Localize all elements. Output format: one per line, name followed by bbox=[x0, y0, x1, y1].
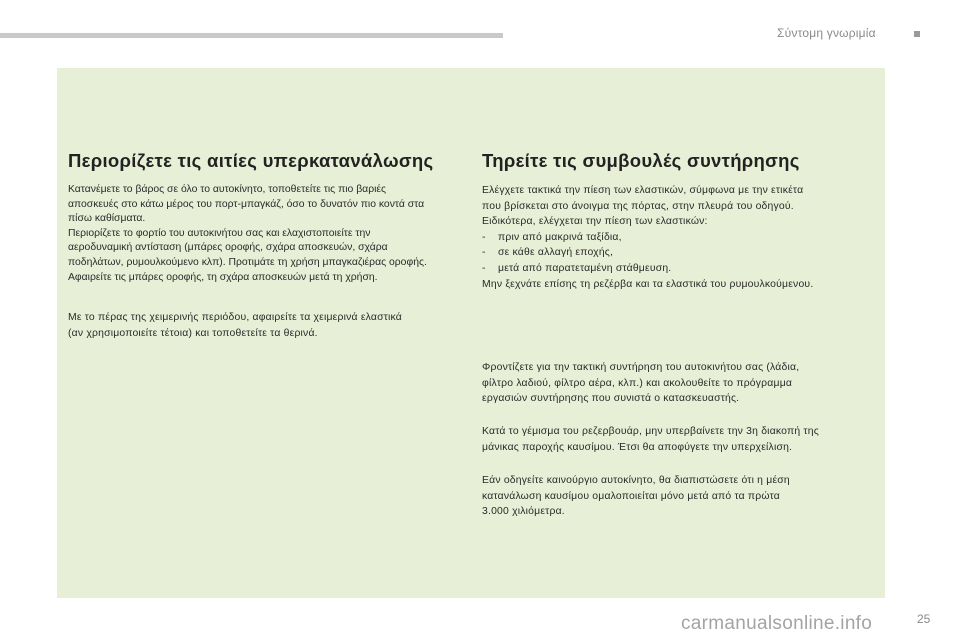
header-square-marker bbox=[914, 31, 920, 37]
text-line: Ελέγχετε τακτικά την πίεση των ελαστικών, σύμφωνα με την ετικέτα bbox=[482, 185, 804, 196]
text-line: που βρίσκεται στο άνοιγμα της πόρτας, στην πλευρά του οδηγού. bbox=[482, 200, 794, 212]
left-paragraph-2 bbox=[68, 310, 402, 341]
text-line: πίσω καθίσματα. bbox=[68, 213, 146, 225]
section-title: Σύντομη γνωριμία bbox=[777, 26, 876, 40]
list-item: - πριν από μακρινά ταξίδια, bbox=[482, 231, 622, 243]
text-line: ποδηλάτων, ρυμουλκούμενο κλπ). Προτιμάτε τη χρήση μπαγκαζιέρας οροφής. bbox=[68, 256, 427, 268]
text-line: Περιορίζετε το φορτίο του αυτοκινήτου σας και ελαχιστοποιείτε την bbox=[68, 227, 371, 239]
text-line: μάνικας παροχής καυσίμου. Έτσι θα αποφύγετε την υπερχείλιση. bbox=[482, 441, 793, 453]
right-paragraph-4 bbox=[482, 473, 790, 520]
left-heading: Περιορίζετε τις αιτίες υπερκατανάλωσης bbox=[68, 150, 434, 171]
text-line: (αν χρησιμοποιείτε τέτοια) και τοποθετείτε τα θερινά. bbox=[68, 327, 318, 339]
content-panel bbox=[57, 68, 885, 598]
text-line: Κατά το γέμισμα του ρεζερβουάρ, μην υπερβαίνετε την 3η διακοπή της bbox=[482, 426, 819, 437]
text-line: αεροδυναμική αντίσταση (μπάρες οροφής, σχάρα αποσκευών, σχάρα bbox=[68, 242, 388, 254]
page-number: 25 bbox=[917, 612, 931, 626]
text-line: αποσκευές στο κάτω μέρος του πορτ-μπαγκάζ, όσο το δυνατόν πιο κοντά στα bbox=[68, 198, 425, 210]
text-line: 3.000 χιλιόμετρα. bbox=[482, 506, 565, 518]
text-line: φίλτρο λαδιού, φίλτρο αέρα, κλπ.) και ακολουθείτε το πρόγραμμα bbox=[482, 377, 793, 389]
left-paragraph-1 bbox=[68, 183, 427, 285]
text-line: Φροντίζετε για την τακτική συντήρηση του αυτοκινήτου σας (λάδια, bbox=[482, 362, 800, 373]
right-paragraph-3 bbox=[482, 424, 819, 455]
text-line: Εάν οδηγείτε καινούργιο αυτοκίνητο, θα διαπιστώσετε ότι η μέση bbox=[482, 475, 790, 486]
text-line: κατανάλωση καυσίμου ομαλοποιείται μόνο μετά από τα πρώτα bbox=[482, 490, 780, 502]
list-item: - σε κάθε αλλαγή εποχής, bbox=[482, 247, 614, 259]
watermark-text: carmanualsonline.info bbox=[681, 613, 873, 634]
text-line: Ειδικότερα, ελέγχεται την πίεση των ελαστικών: bbox=[482, 216, 708, 228]
text-line: εργασιών συντήρησης που συνιστά ο κατασκευαστής. bbox=[482, 393, 740, 405]
text-line: Με το πέρας της χειμερινής περιόδου, αφαιρείτε τα χειμερινά ελαστικά bbox=[68, 312, 402, 323]
text-line: Αφαιρείτε τις μπάρες οροφής, τη σχάρα αποσκευών μετά τη χρήση. bbox=[68, 271, 378, 283]
right-heading: Τηρείτε τις συμβουλές συντήρησης bbox=[482, 150, 800, 171]
text-line: Κατανέμετε το βάρος σε όλο το αυτοκίνητο, τοποθετείτε τις πιο βαριές bbox=[68, 184, 387, 195]
right-paragraph-1 bbox=[482, 183, 813, 292]
text-line: Μην ξεχνάτε επίσης τη ρεζέρβα και τα ελαστικά του ρυμουλκούμενου. bbox=[482, 278, 814, 290]
right-paragraph-2 bbox=[482, 360, 799, 407]
list-item: - μετά από παρατεταμένη στάθμευση. bbox=[482, 262, 672, 274]
header-rule bbox=[0, 33, 503, 38]
